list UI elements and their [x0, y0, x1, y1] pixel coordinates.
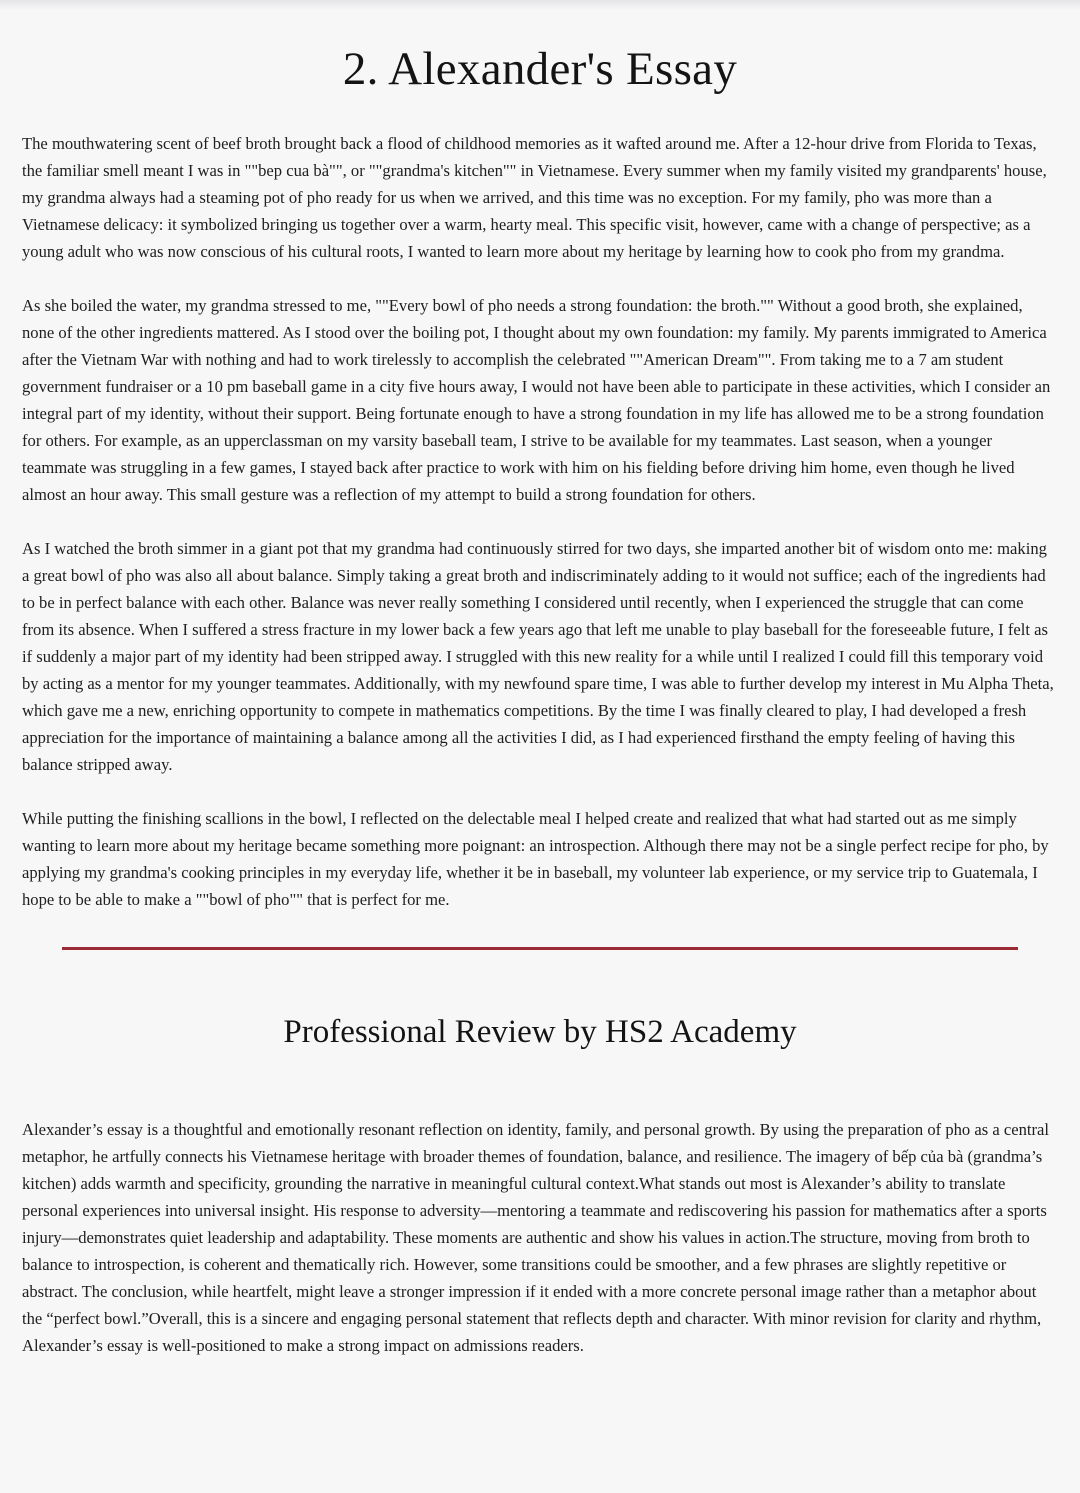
review-paragraph: Alexander’s essay is a thoughtful and emotionally resonant reflection on identity, family, and personal growth. By using the preparation of pho as a central metaphor, he artfully connects his Vietnamese heritage with broader themes of foundation, balance, and resilience. The imagery of bếp của bà (grandma’s kitchen) adds warmth and specificity, grounding the narrative in meaningful cultural context.What stands out most is Alexander’s ability to translate personal experiences into universal insight. His response to adversity—mentoring a teammate and rediscovering his passion for mathematics after a sports injury—demonstrates quiet leadership and adaptability. These moments are authentic and show his values in action.The structure, moving from broth to balance to introspection, is coherent and thematically rich. However, some transitions could be smoother, and a few phrases are slightly repetitive or abstract. The conclusion, while heartfelt, might leave a stronger impression if it ended with a more concrete personal image rather than a metaphor about the “perfect bowl.”Overall, this is a sincere and engaging personal statement that reflects depth and character. With minor revision for clarity and rhythm, Alexander’s essay is well-positioned to make a strong impact on admissions readers.	[22, 1120, 1049, 1355]
essay-paragraph-3: As I watched the broth simmer in a giant pot that my grandma had continuously stirred for two days, she imparted another bit of wisdom onto me: making a great bowl of pho was also all about balance. Simply taking a great broth and indiscriminately adding to it would not suffice; each of the ingredients had to be in perfect balance with each other. Balance was never really something I considered until recently, when I experienced the struggle that can come from its absence. When I suffered a stress fracture in my lower back a few years ago that left me unable to play baseball for the foreseeable future, I felt as if suddenly a major part of my identity had been stripped away. I struggled with this new reality for a while until I realized I could fill this temporary void by acting as a mentor for my younger teammates. Additionally, with my newfound spare time, I was able to further develop my interest in Mu Alpha Theta, which gave me a new, enriching opportunity to compete in mathematics competitions. By the time I was finally cleared to play, I had developed a fresh appreciation for the importance of maintaining a balance among all the activities I did, as I had experienced firsthand the empty feeling of having this balance stripped away.	[22, 539, 1054, 774]
essay-paragraph-2: As she boiled the water, my grandma stressed to me, ""Every bowl of pho needs a strong foundation: the broth."" Without a good broth, she explained, none of the other ingredients mattered. As I stood over the boiling pot, I thought about my own foundation: my family. My parents immigrated to America after the Vietnam War with nothing and had to work tirelessly to accomplish the celebrated ""American Dream"". From taking me to a 7 am student government fundraiser or a 10 pm baseball game in a city five hours away, I would not have been able to participate in these activities, which I consider an integral part of my identity, without their support. Being fortunate enough to have a strong foundation in my life has allowed me to be a strong foundation for others. For example, as an upperclassman on my varsity baseball team, I strive to be available for my teammates. Last season, when a younger teammate was struggling in a few games, I stayed back after practice to work with him on his fielding before driving him home, even though he lived almost an hour away. This small gesture was a reflection of my attempt to build a strong foundation for others.	[22, 296, 1051, 504]
review-body	[22, 1116, 1058, 1359]
essay-title: 2. Alexander's Essay	[342, 43, 738, 95]
essay-paragraph-4: While putting the finishing scallions in the bowl, I reflected on the delectable meal I helped create and realized that what had started out as me simply wanting to learn more about my heritage became something more poignant: an introspection. Although there may not be a single perfect recipe for pho, by applying my grandma's cooking principles in my everyday life, whether it be in baseball, my volunteer lab experience, or my service trip to Guatemala, I hope to be able to make a ""bowl of pho"" that is perfect for me.	[22, 809, 1049, 909]
essay-paragraph-1: The mouthwatering scent of beef broth brought back a flood of childhood memories as it wafted around me. After a 12-hour drive from Florida to Texas, the familiar smell meant I was in ""bep cua bà"", or ""grandma's kitchen"" in Vietnamese. Every summer when my family visited my grandparents' house, my grandma always had a steaming pot of pho ready for us when we arrived, and this time was no exception. For my family, pho was more than a Vietnamese delicacy: it symbolized bringing us together over a warm, hearty meal. This specific visit, however, came with a change of perspective; as a young adult who was now conscious of his cultural roots, I wanted to learn more about my heritage by learning how to cook pho from my grandma.	[22, 134, 1047, 261]
review-title: Professional Review by HS2 Academy	[283, 1014, 797, 1050]
essay-body	[22, 130, 1058, 913]
